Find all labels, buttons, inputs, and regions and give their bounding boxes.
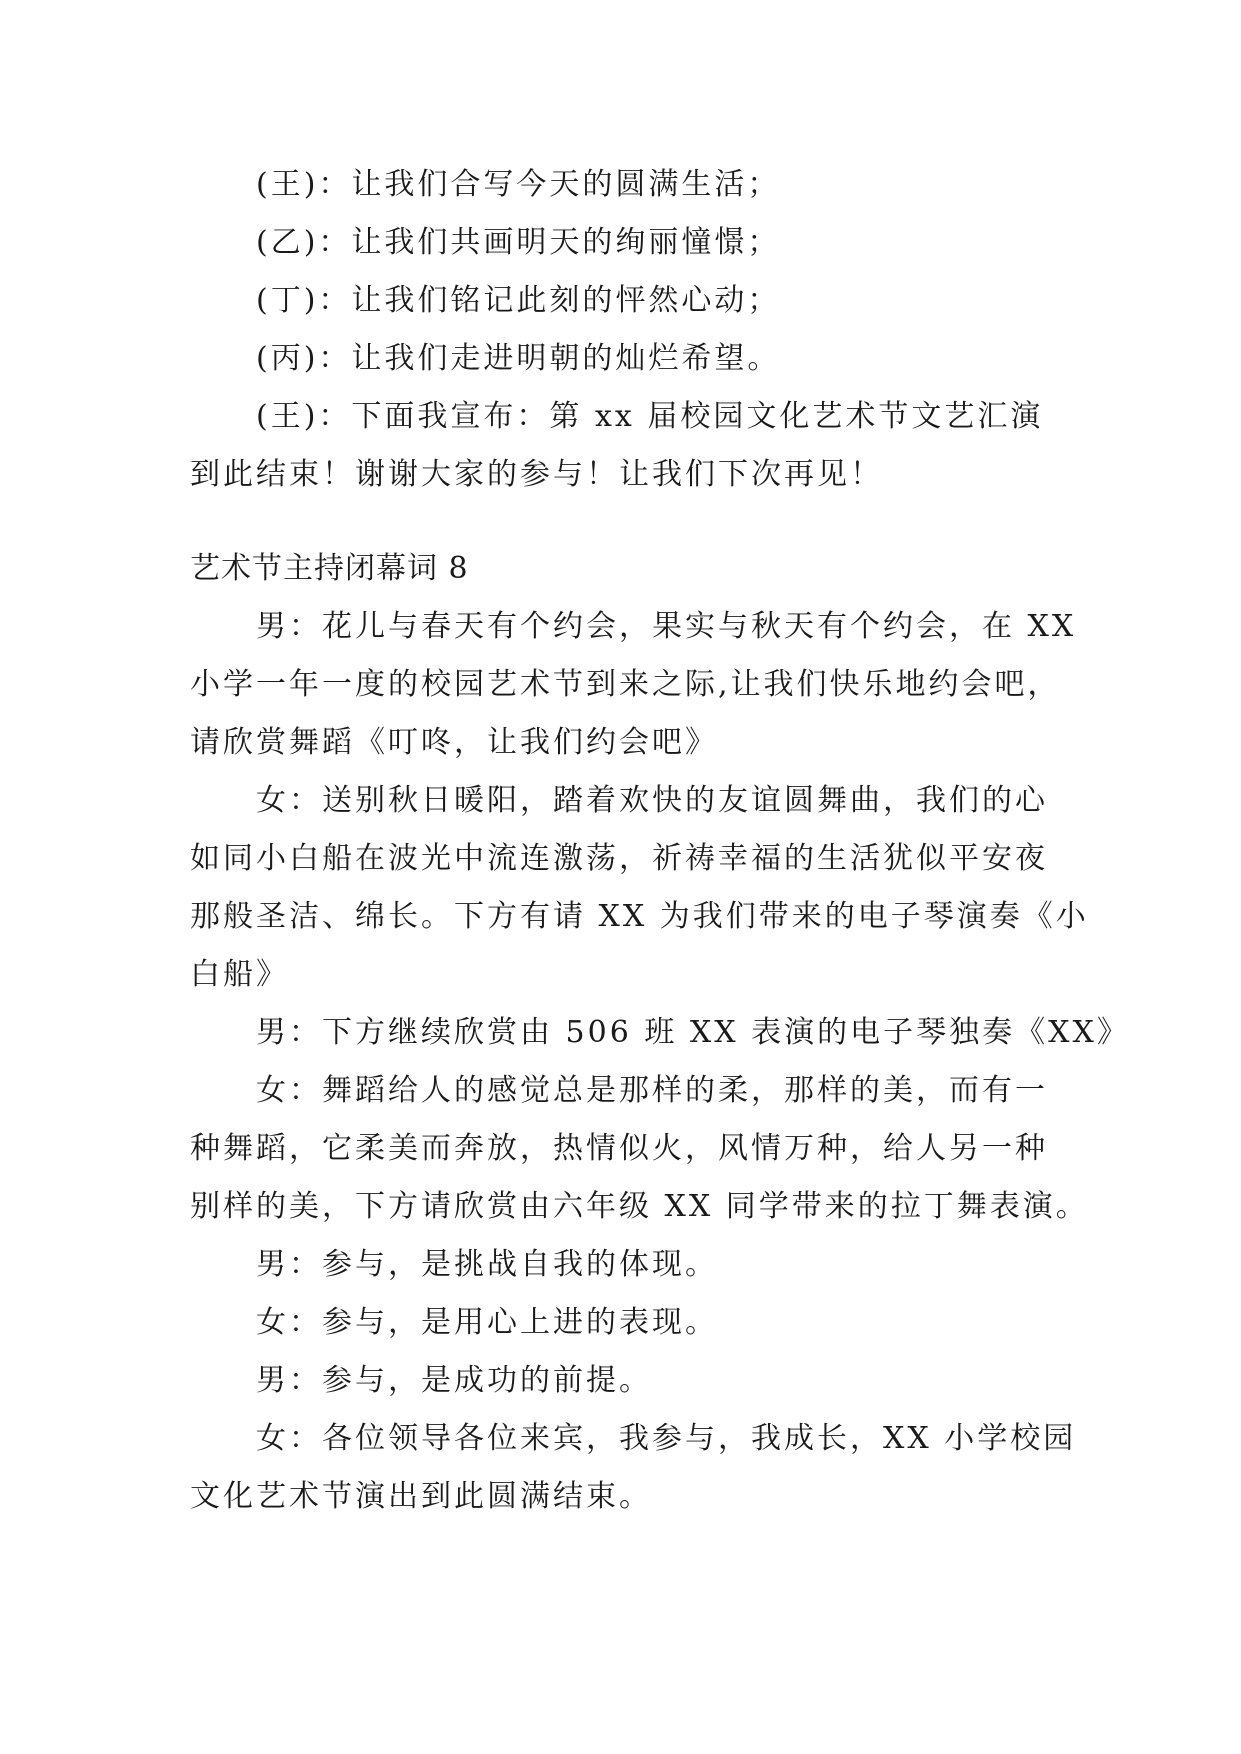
dialogue-line-continued: 别样的美，下方请欣赏由六年级 XX 同学带来的拉丁舞表演。 — [190, 1189, 1089, 1224]
dialogue-line: 女：送别秋日暖阳，踏着欢快的友谊圆舞曲，我们的心 — [256, 783, 1048, 818]
dialogue-line: (乙)：让我们共画明天的绚丽憧憬； — [256, 225, 781, 260]
dialogue-line: 男：参与，是挑战自我的体现。 — [256, 1247, 718, 1282]
dialogue-line: 女：各位领导各位来宾，我参与，我成长，XX 小学校园 — [256, 1421, 1077, 1456]
dialogue-line: (丁)：让我们铭记此刻的怦然心动； — [256, 283, 781, 318]
dialogue-line: 男：参与，是成功的前提。 — [256, 1363, 652, 1398]
dialogue-line-continued: 如同小白船在波光中流连激荡，祈祷幸福的生活犹似平安夜 — [190, 841, 1048, 876]
document-body — [190, 156, 1130, 1526]
dialogue-line: 男：下方继续欣赏由 506 班 XX 表演的电子琴独奏《XX》 — [256, 1015, 1130, 1050]
dialogue-line: (丙)：让我们走进明朝的灿烂希望。 — [256, 341, 781, 376]
dialogue-line-continued: 小学一年一度的校园艺术节到来之际,让我们快乐地约会吧， — [190, 667, 1061, 702]
dialogue-line: (王)：让我们合写今天的圆满生活； — [256, 167, 781, 202]
dialogue-line-continued: 到此结束！谢谢大家的参与！让我们下次再见！ — [190, 457, 883, 492]
dialogue-line: 女：参与，是用心上进的表现。 — [256, 1305, 718, 1340]
dialogue-line-continued: 请欣赏舞蹈《叮咚，让我们约会吧》 — [190, 725, 718, 760]
dialogue-line-continued: 种舞蹈，它柔美而奔放，热情似火，风情万种，给人另一种 — [190, 1131, 1048, 1166]
dialogue-line-continued: 文化艺术节演出到此圆满结束。 — [190, 1479, 652, 1514]
dialogue-line: (王)：下面我宣布：第 xx 届校园文化艺术节文艺汇演 — [256, 399, 1044, 434]
section-heading: 艺术节主持闭幕词 8 — [190, 551, 469, 586]
dialogue-line: 男：花儿与春天有个约会，果实与秋天有个约会，在 XX — [256, 609, 1077, 644]
section-spacer — [190, 504, 1050, 540]
dialogue-line-continued: 那般圣洁、绵长。下方有请 XX 为我们带来的电子琴演奏《小 — [190, 899, 1089, 934]
dialogue-line: 女：舞蹈给人的感觉总是那样的柔，那样的美，而有一 — [256, 1073, 1048, 1108]
dialogue-line-continued: 白船》 — [190, 957, 289, 992]
